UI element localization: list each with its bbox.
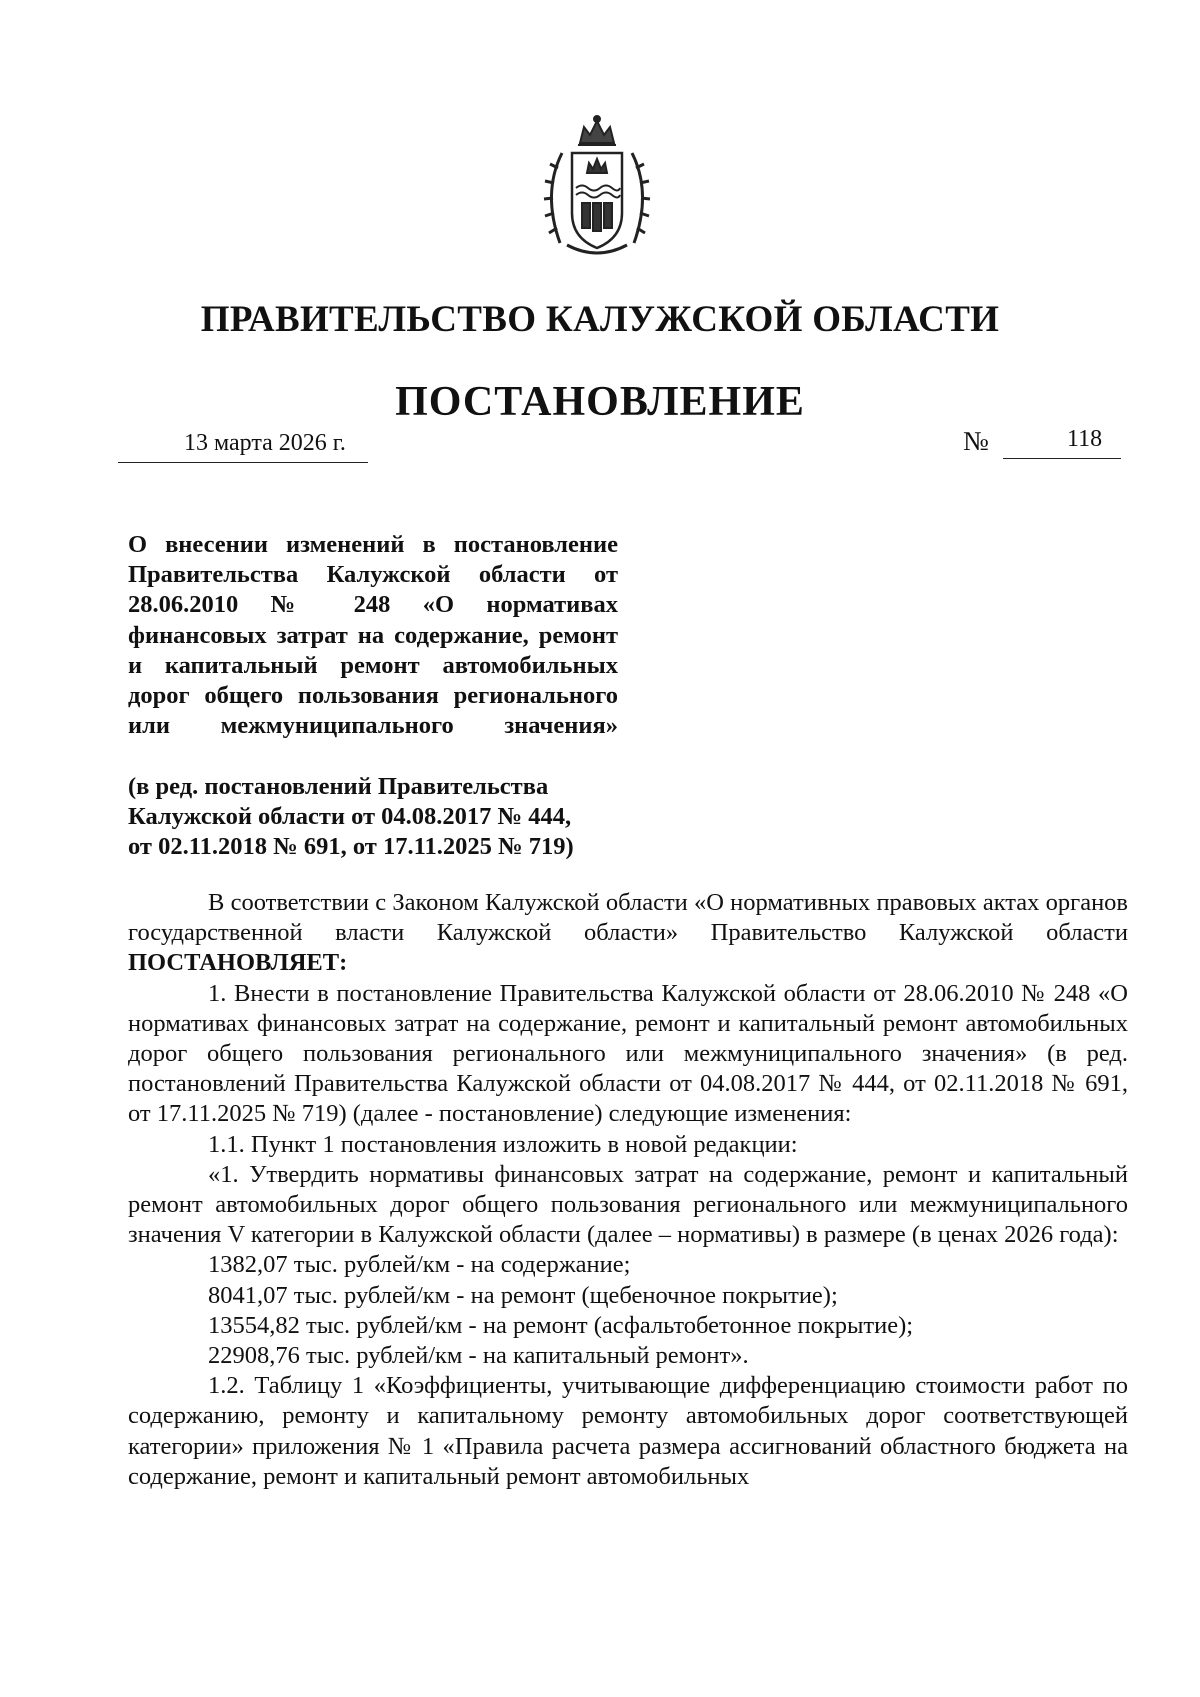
number-line [1003, 428, 1121, 459]
document-body [128, 888, 1128, 1492]
item-1-1-quote-paragraph: «1. Утвердить нормативы финансовых затрат на содержание, ремонт и капитальный ремонт автомобильных дорог общего пользования регионального или межмуниципального значения V категории в Калужской области (далее – нормативы) в размере (в ценах 2026 года): [128, 1160, 1128, 1249]
preamble-text: В соответствии с Законом Калужской области «О нормативных правовых актах органов государственной власти Калужской области» Правительство Калужской области [128, 889, 1128, 947]
item-1-1-paragraph: 1.1. Пункт 1 постановления изложить в новой редакции: [208, 1130, 798, 1158]
amendments-line: Калужской области от 04.08.2017 № 444, [128, 803, 572, 831]
item-1-paragraph: 1. Внести в постановление Правительства Калужской области от 28.06.2010 № 248 «О нормативах финансовых затрат на содержание, ремонт и капитальный ремонт автомобильных дорог общего пользования регионального или межмуниципального значения» (в ред. постановлений Правительства Калужской области от 04.08.2017 № 444, от 02.11.2018 № 691, от 17.11.2025 № 719) (далее - постановление) следующие изменения: [128, 979, 1128, 1128]
document-type-title: ПОСТАНОВЛЕНИЕ [395, 379, 805, 425]
resolves-keyword: ПОСТАНОВЛЯЕТ: [128, 949, 348, 977]
amendments-line: от 02.11.2018 № 691, от 17.11.2025 № 719) [128, 833, 574, 861]
subject-amendments [128, 772, 628, 863]
document-date: 13 марта 2026 г. [184, 430, 346, 456]
coat-of-arms-emblem [532, 113, 662, 263]
preamble-paragraph [128, 888, 1128, 979]
document-subject: О внесении изменений в постановление Правительства Калужской области от 28.06.2010 № 248 «О нормативах финансовых затрат на содержание, ремонт и капитальный ремонт автомобильных дорог общего пользования регионального или межмуниципального значения» [128, 531, 618, 740]
amendments-line: (в ред. постановлений Правительства [128, 773, 549, 800]
number-label: № [963, 426, 989, 456]
item-1-2-paragraph: 1.2. Таблицу 1 «Коэффициенты, учитывающие дифференциацию стоимости работ по содержанию, ремонту и капитальному ремонту автомобильных дорог соответствующей категории» приложения № 1 «Правила расчета размера ассигнований областного бюджета на содержание, ремонт и капитальный ремонт автомобильных [128, 1372, 1128, 1490]
norm-item: 22908,76 тыс. рублей/км - на капитальный ремонт». [208, 1342, 749, 1370]
organization-title: ПРАВИТЕЛЬСТВО КАЛУЖСКОЙ ОБЛАСТИ [200, 299, 1000, 340]
norm-item: 13554,82 тыс. рублей/км - на ремонт (асфальтобетонное покрытие); [208, 1311, 914, 1339]
document-number: 118 [1067, 426, 1103, 452]
norm-item: 8041,07 тыс. рублей/км - на ремонт (щебеночное покрытие); [208, 1281, 838, 1309]
date-line [118, 430, 368, 463]
norm-item: 1382,07 тыс. рублей/км - на содержание; [208, 1251, 631, 1279]
